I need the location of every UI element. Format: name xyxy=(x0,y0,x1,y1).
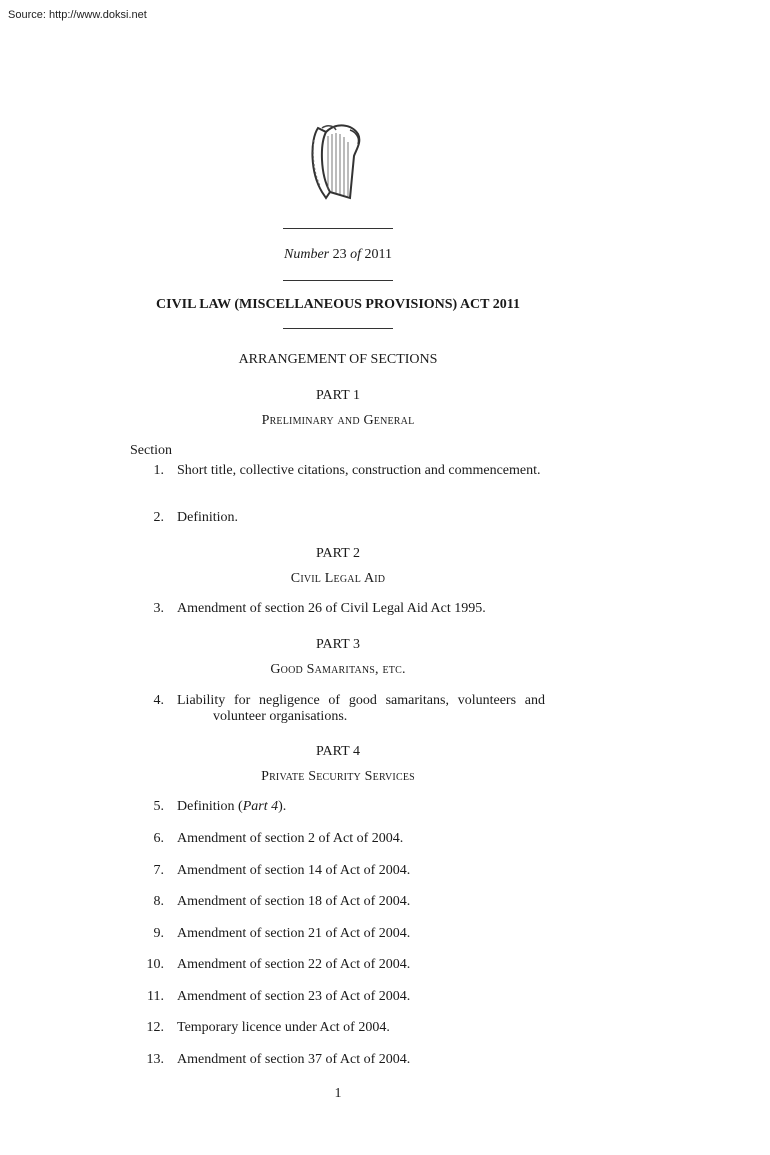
act-number-line: Number 23 of 2011 xyxy=(284,247,392,262)
entry-number: 12. xyxy=(146,1020,164,1035)
entry-text: Temporary licence under Act of 2004. xyxy=(177,1020,390,1035)
list-item xyxy=(130,601,545,617)
list-item xyxy=(130,831,545,847)
list-item xyxy=(130,510,545,526)
entry-number: 4. xyxy=(153,693,164,708)
entry-number: 10. xyxy=(146,957,164,972)
part-reference: Part 4 xyxy=(242,799,279,814)
entry-number: 8. xyxy=(153,894,164,909)
entry-text: Amendment of section 21 of Act of 2004. xyxy=(177,926,411,941)
part-title: Preliminary and General xyxy=(261,413,415,428)
entry-text: Definition. xyxy=(177,510,239,525)
section-column-label: Section xyxy=(130,443,172,458)
entry-text: Liability for negligence of good samaritans, volunteers and volunteer organisations. xyxy=(177,693,545,724)
list-item xyxy=(130,957,545,973)
part-label: PART 1 xyxy=(316,388,360,403)
entry-number: 3. xyxy=(153,601,164,616)
entry-number: 13. xyxy=(146,1052,164,1067)
part-label: PART 3 xyxy=(316,637,360,652)
rule-middle xyxy=(283,280,393,281)
page-number: 1 xyxy=(334,1086,342,1101)
list-item xyxy=(130,894,545,910)
entry-text: Amendment of section 22 of Act of 2004. xyxy=(177,957,411,972)
entry-text: Amendment of section 23 of Act of 2004. xyxy=(177,989,411,1004)
list-item xyxy=(130,863,545,879)
act-title: CIVIL LAW (MISCELLANEOUS PROVISIONS) ACT 2011 xyxy=(156,297,520,312)
part-title: Good Samaritans, etc. xyxy=(270,662,406,677)
arrangement-heading: ARRANGEMENT OF SECTIONS xyxy=(238,352,438,367)
source-line: Source: http://www.doksi.net xyxy=(8,9,147,21)
list-item xyxy=(130,1020,545,1036)
rule-top xyxy=(283,228,393,229)
harp-emblem-icon xyxy=(306,120,368,202)
list-item xyxy=(130,989,545,1005)
entry-number: 6. xyxy=(153,831,164,846)
entry-text: Amendment of section 2 of Act of 2004. xyxy=(177,831,404,846)
entry-text: Definition (Part 4). xyxy=(177,799,287,814)
entry-text: Amendment of section 18 of Act of 2004. xyxy=(177,894,411,909)
list-item xyxy=(130,1052,545,1068)
entry-number: 1. xyxy=(153,463,164,478)
part-label: PART 4 xyxy=(316,744,360,759)
entry-text: Short title, collective citations, construction and commencement. xyxy=(177,463,541,478)
part-label: PART 2 xyxy=(316,546,360,561)
entry-number: 2. xyxy=(153,510,164,525)
entry-number: 9. xyxy=(153,926,164,941)
entry-text: Amendment of section 14 of Act of 2004. xyxy=(177,863,411,878)
entry-text: Amendment of section 37 of Act of 2004. xyxy=(177,1052,411,1067)
part-title: Private Security Services xyxy=(261,769,415,784)
list-item xyxy=(130,799,545,815)
part-title: Civil Legal Aid xyxy=(290,571,386,586)
entry-number: 11. xyxy=(147,989,164,1004)
entry-number: 7. xyxy=(153,863,164,878)
entry-text: Amendment of section 26 of Civil Legal Aid Act 1995. xyxy=(177,601,486,616)
list-item xyxy=(130,926,545,942)
rule-bottom xyxy=(283,328,393,329)
entry-number: 5. xyxy=(153,799,164,814)
list-item xyxy=(130,463,545,479)
list-item xyxy=(130,693,545,725)
